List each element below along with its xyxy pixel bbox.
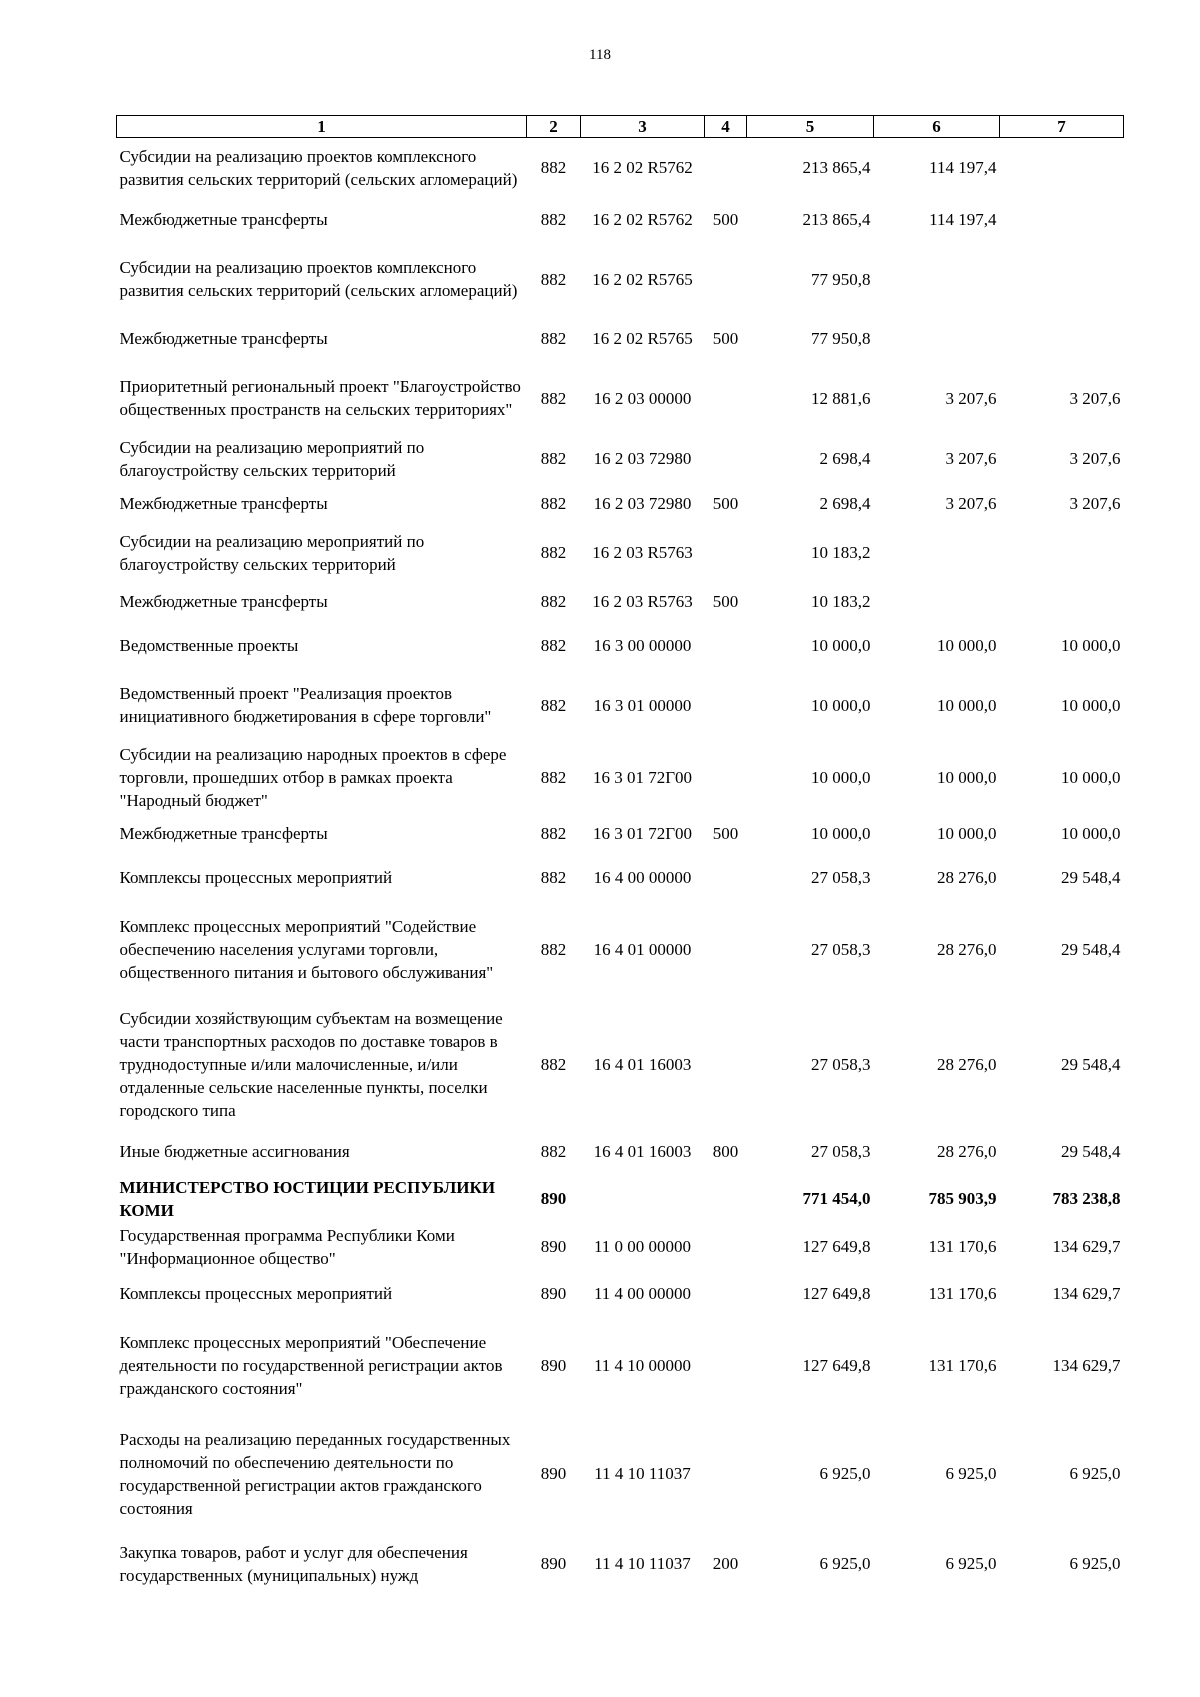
row-amount-year-2: 3 207,6 (945, 388, 997, 408)
row-expense-type-code (705, 900, 747, 1000)
row-amount-year-1: 27 058,3 (811, 868, 871, 887)
row-grbs-code: 890 (540, 1356, 567, 1375)
row-name: Иные бюджетные ассигнования (119, 1142, 350, 1161)
row-amount-year-3: 29 548,4 (1061, 868, 1121, 887)
table-row (117, 743, 1124, 812)
row-grbs-code: 890 (540, 1189, 567, 1208)
table-row (117, 436, 1124, 482)
row-amount-year-1: 27 058,3 (811, 940, 871, 959)
row-name: Субсидии хозяйствующим субъектам на возмещение части транспортных расходов по доставке товаров в труднодоступные и/или малочисленные, и/или отдаленные сельские населенные пункты, поселки городского типа (119, 1009, 503, 1120)
row-expense-type-code (705, 668, 747, 743)
column-header-7: 7 (1000, 116, 1124, 138)
row-target-article-code: 16 3 01 72Г00 (592, 767, 693, 787)
row-amount-year-2: 28 276,0 (937, 868, 997, 887)
table-row (117, 138, 1124, 198)
row-amount-year-3: 783 238,8 (1052, 1189, 1121, 1208)
table-row (117, 242, 1124, 317)
row-name: МИНИСТЕРСТВО ЮСТИЦИИ РЕСПУБЛИКИ КОМИ (119, 1177, 496, 1220)
row-name: Межбюджетные трансферты (119, 592, 328, 611)
row-grbs-code: 882 (540, 1055, 567, 1074)
row-amount-year-3: 10 000,0 (1061, 636, 1121, 655)
row-grbs-code: 882 (540, 940, 567, 959)
row-grbs-code: 890 (540, 1464, 567, 1483)
row-amount-year-2: 28 276,0 (937, 940, 997, 959)
row-amount-year-3: 3 207,6 (1069, 449, 1121, 468)
row-amount-year-2: 131 170,6 (928, 1237, 997, 1256)
row-name: Ведомственный проект "Реализация проектов инициативного бюджетирования в сфере торговли" (119, 684, 492, 726)
row-expense-type-code: 500 (712, 210, 739, 229)
row-name: Закупка товаров, работ и услуг для обеспечения государственных (муниципальных) нужд (119, 1542, 468, 1585)
row-amount-year-2 (874, 317, 1000, 361)
row-expense-type-code (705, 856, 747, 900)
table-row (117, 900, 1124, 1000)
row-amount-year-3: 10 000,0 (1061, 767, 1121, 787)
row-grbs-code: 882 (540, 269, 567, 289)
row-amount-year-3: 10 000,0 (1061, 695, 1121, 715)
row-name: Межбюджетные трансферты (119, 210, 328, 229)
row-amount-year-2: 6 925,0 (945, 1464, 997, 1483)
row-amount-year-2: 10 000,0 (937, 824, 997, 843)
row-grbs-code: 890 (540, 1284, 567, 1303)
row-grbs-code: 882 (540, 636, 567, 655)
table-row (117, 198, 1124, 242)
column-header-4: 4 (705, 116, 747, 138)
row-name: Субсидии на реализацию мероприятий по благоустройству сельских территорий (119, 437, 425, 480)
row-amount-year-1: 6 925,0 (819, 1464, 871, 1483)
row-expense-type-code (705, 624, 747, 668)
row-name: Расходы на реализацию переданных государственных полномочий по обеспечению деятельности по государственной регистрации актов гражданского состояния (119, 1429, 511, 1518)
row-amount-year-2: 114 197,4 (929, 210, 997, 229)
table-row (117, 1270, 1124, 1318)
row-target-article-code: 16 2 03 R5763 (592, 543, 693, 562)
row-expense-type-code: 500 (712, 592, 739, 611)
row-target-article-code: 11 4 00 00000 (593, 1284, 692, 1303)
row-expense-type-code (705, 1000, 747, 1130)
row-target-article-code: 16 2 02 R5762 (592, 210, 693, 229)
row-amount-year-3 (1000, 198, 1124, 242)
budget-table (116, 115, 1124, 1594)
row-target-article-code: 16 2 03 R5763 (592, 592, 693, 611)
row-target-article-code: 16 4 00 00000 (593, 868, 692, 887)
row-amount-year-1: 27 058,3 (811, 1142, 871, 1161)
row-amount-year-2: 785 903,9 (928, 1189, 997, 1208)
table-row (117, 361, 1124, 436)
row-grbs-code: 882 (540, 824, 567, 843)
row-target-article-code: 11 4 10 11037 (594, 1464, 691, 1483)
row-target-article-code: 16 3 00 00000 (593, 636, 692, 655)
table-row (117, 812, 1124, 856)
row-name: Межбюджетные трансферты (119, 329, 328, 348)
row-target-article-code: 16 4 01 00000 (593, 940, 692, 959)
row-expense-type-code: 800 (712, 1142, 739, 1161)
row-amount-year-2 (874, 242, 1000, 317)
row-amount-year-1: 6 925,0 (819, 1554, 871, 1573)
row-amount-year-3: 134 629,7 (1052, 1356, 1121, 1375)
row-expense-type-code (705, 743, 747, 812)
row-amount-year-2 (874, 580, 1000, 624)
table-row (117, 1130, 1124, 1174)
row-amount-year-2: 3 207,6 (945, 449, 997, 468)
row-amount-year-3: 29 548,4 (1061, 1142, 1121, 1161)
table-row (117, 526, 1124, 580)
row-amount-year-3 (1000, 317, 1124, 361)
row-grbs-code: 882 (540, 494, 567, 513)
row-expense-type-code (705, 526, 747, 580)
table-row (117, 1318, 1124, 1414)
table-row (117, 856, 1124, 900)
row-expense-type-code: 500 (712, 329, 739, 348)
row-amount-year-1: 10 000,0 (811, 695, 871, 715)
table-row (117, 624, 1124, 668)
row-expense-type-code: 500 (712, 494, 739, 513)
row-target-article-code: 16 2 03 72980 (593, 449, 692, 468)
row-expense-type-code (705, 1224, 747, 1270)
table-row (117, 317, 1124, 361)
table-row (117, 482, 1124, 526)
row-amount-year-1: 2 698,4 (819, 449, 871, 468)
row-amount-year-3: 134 629,7 (1052, 1237, 1121, 1256)
row-amount-year-1: 10 183,2 (811, 592, 871, 611)
row-amount-year-3 (1000, 580, 1124, 624)
column-header-2: 2 (527, 116, 581, 138)
row-amount-year-1: 10 183,2 (811, 543, 871, 562)
row-grbs-code: 882 (540, 767, 567, 787)
row-target-article-code: 16 2 02 R5765 (592, 329, 693, 348)
row-expense-type-code (705, 1174, 747, 1224)
row-amount-year-2: 10 000,0 (937, 636, 997, 655)
row-amount-year-3: 134 629,7 (1052, 1284, 1121, 1303)
row-amount-year-2: 131 170,6 (928, 1356, 997, 1375)
row-amount-year-1: 127 649,8 (802, 1356, 871, 1375)
row-target-article-code: 16 2 02 R5765 (592, 269, 693, 289)
row-target-article-code: 16 3 01 72Г00 (592, 824, 693, 843)
row-grbs-code: 882 (540, 1142, 567, 1161)
row-amount-year-1: 12 881,6 (811, 388, 871, 408)
row-target-article-code: 16 4 01 16003 (593, 1055, 692, 1074)
row-amount-year-2: 3 207,6 (945, 494, 997, 513)
row-name: Субсидии на реализацию народных проектов в сфере торговли, прошедших отбор в рамках проекта "Народный бюджет" (119, 744, 507, 810)
table-row (117, 1224, 1124, 1270)
row-amount-year-1: 771 454,0 (802, 1189, 871, 1208)
row-grbs-code: 890 (540, 1554, 567, 1573)
row-amount-year-1: 10 000,0 (811, 636, 871, 655)
row-name: Субсидии на реализацию мероприятий по благоустройству сельских территорий (119, 531, 425, 574)
row-target-article-code: 16 3 01 00000 (593, 695, 692, 715)
row-grbs-code: 882 (540, 695, 567, 715)
row-amount-year-2 (874, 526, 1000, 580)
row-expense-type-code (705, 436, 747, 482)
row-amount-year-3: 6 925,0 (1069, 1464, 1121, 1483)
row-amount-year-3: 29 548,4 (1061, 1055, 1121, 1074)
row-target-article-code: 16 2 03 72980 (593, 494, 692, 513)
row-name: Приоритетный региональный проект "Благоустройство общественных пространств на сельских территориях" (119, 377, 521, 419)
row-expense-type-code: 500 (712, 824, 739, 843)
page-number: 118 (589, 47, 611, 63)
row-grbs-code: 882 (540, 868, 567, 887)
row-amount-year-3: 6 925,0 (1069, 1554, 1121, 1573)
row-amount-year-1: 213 865,4 (802, 158, 871, 178)
row-expense-type-code (705, 361, 747, 436)
row-amount-year-3 (1000, 526, 1124, 580)
table-row (117, 1534, 1124, 1594)
row-name: Субсидии на реализацию проектов комплексного развития сельских территорий (сельских агломераций) (119, 146, 518, 189)
row-amount-year-3: 10 000,0 (1061, 824, 1121, 843)
row-expense-type-code (705, 1414, 747, 1534)
row-name: Комплекс процессных мероприятий "Содействие обеспечению населения услугами торговли, общественного питания и бытового обслуживания" (119, 917, 494, 982)
column-header-1: 1 (117, 116, 527, 138)
row-name: Комплексы процессных мероприятий (119, 1284, 393, 1303)
row-grbs-code: 882 (540, 543, 567, 562)
row-amount-year-1: 77 950,8 (811, 329, 871, 348)
table-row (117, 580, 1124, 624)
table-row (117, 668, 1124, 743)
row-target-article-code: 16 2 02 R5762 (592, 158, 693, 178)
table-row (117, 1000, 1124, 1130)
row-amount-year-2: 28 276,0 (937, 1055, 997, 1074)
row-name: Ведомственные проекты (119, 636, 299, 655)
row-grbs-code: 882 (540, 449, 567, 468)
row-amount-year-3: 29 548,4 (1061, 940, 1121, 959)
row-grbs-code: 882 (540, 388, 567, 408)
table-row (117, 1414, 1124, 1534)
row-amount-year-2: 10 000,0 (937, 695, 997, 715)
row-target-article-code: 16 4 01 16003 (593, 1142, 692, 1161)
row-target-article-code (581, 1174, 705, 1224)
row-amount-year-1: 77 950,8 (811, 269, 871, 289)
row-name: Субсидии на реализацию проектов комплексного развития сельских территорий (сельских агломераций) (119, 258, 518, 300)
row-amount-year-1: 2 698,4 (819, 494, 871, 513)
column-header-5: 5 (747, 116, 874, 138)
row-amount-year-1: 27 058,3 (811, 1055, 871, 1074)
row-grbs-code: 882 (540, 210, 567, 229)
row-grbs-code: 882 (540, 158, 567, 178)
row-amount-year-1: 127 649,8 (802, 1237, 871, 1256)
row-expense-type-code (705, 242, 747, 317)
row-amount-year-3 (1000, 138, 1124, 198)
row-name: Государственная программа Республики Коми "Информационное общество" (119, 1225, 455, 1268)
row-target-article-code: 16 2 03 00000 (593, 388, 692, 408)
table-header (117, 116, 1124, 138)
row-amount-year-1: 10 000,0 (811, 767, 871, 787)
row-amount-year-1: 213 865,4 (802, 210, 871, 229)
row-name: Комплекс процессных мероприятий "Обеспечение деятельности по государственной регистрации актов гражданского состояния" (119, 1333, 503, 1398)
row-target-article-code: 11 4 10 00000 (593, 1356, 692, 1375)
row-amount-year-2: 131 170,6 (928, 1284, 997, 1303)
row-amount-year-2: 6 925,0 (945, 1554, 997, 1573)
row-name: Комплексы процессных мероприятий (119, 868, 393, 887)
row-amount-year-3: 3 207,6 (1069, 388, 1121, 408)
row-amount-year-2: 10 000,0 (937, 767, 997, 787)
row-expense-type-code (705, 138, 747, 198)
row-amount-year-1: 127 649,8 (802, 1284, 871, 1303)
column-header-3: 3 (581, 116, 705, 138)
row-grbs-code: 882 (540, 329, 567, 348)
table-row (117, 1174, 1124, 1224)
row-expense-type-code: 200 (712, 1554, 739, 1573)
row-amount-year-2: 114 197,4 (929, 158, 997, 178)
row-amount-year-3: 3 207,6 (1069, 494, 1121, 513)
row-name: Межбюджетные трансферты (119, 824, 328, 843)
row-amount-year-3 (1000, 242, 1124, 317)
row-amount-year-2: 28 276,0 (937, 1142, 997, 1161)
row-name: Межбюджетные трансферты (119, 494, 328, 513)
row-amount-year-1: 10 000,0 (811, 824, 871, 843)
row-expense-type-code (705, 1318, 747, 1414)
row-grbs-code: 882 (540, 592, 567, 611)
column-header-6: 6 (874, 116, 1000, 138)
row-target-article-code: 11 0 00 00000 (593, 1237, 692, 1256)
row-grbs-code: 890 (540, 1237, 567, 1256)
row-target-article-code: 11 4 10 11037 (594, 1554, 691, 1573)
table-body (117, 138, 1124, 1594)
row-expense-type-code (705, 1270, 747, 1318)
